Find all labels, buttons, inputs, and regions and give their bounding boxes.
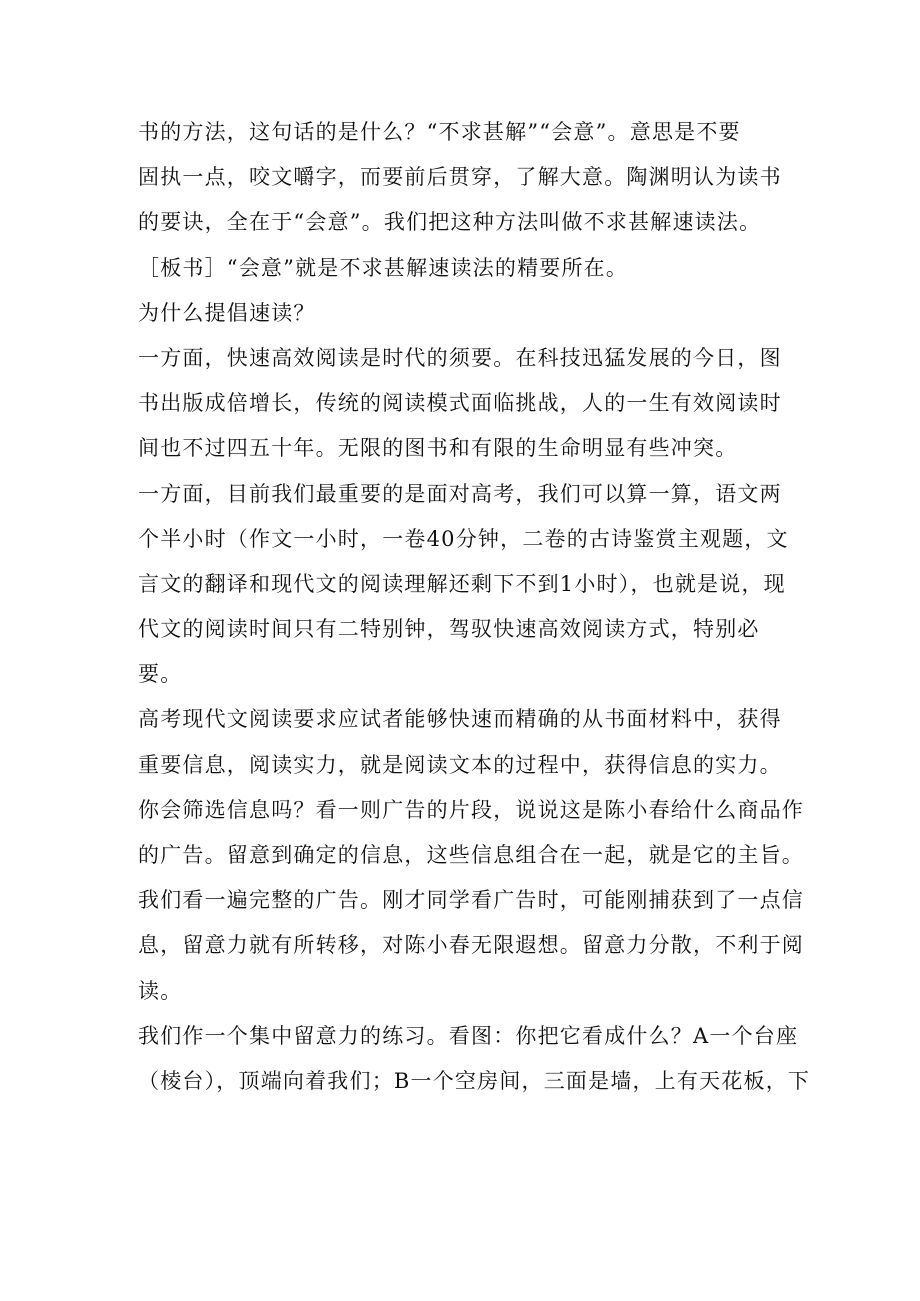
text-line: 息，留意力就有所转移，对陈小春无限遐想。留意力分散，不利于阅 — [138, 933, 804, 958]
text-line: 你会筛选信息吗？看一则广告的片段，说说这是陈小春给什么商品作 — [138, 797, 804, 822]
text-line: 言文的翻译和现代文的阅读理解还剩下不到1小时），也就是说，现 — [138, 571, 786, 596]
text-line: 书出版成倍增长，传统的阅读模式面临挑战，人的一生有效阅读时 — [138, 391, 782, 416]
text-line: 书的方法，这句话的是什么？“不求甚解”“会意”。意思是不要 — [138, 120, 741, 144]
text-line: 读。 — [138, 978, 183, 1003]
text-line: 我们作一个集中留意力的练习。看图：你把它看成什么？A一个台座 — [138, 1023, 799, 1048]
text-line: 要。 — [138, 662, 183, 687]
text-line: 一方面，目前我们最重要的是面对高考，我们可以算一算，语文两 — [138, 481, 782, 506]
document-body — [138, 110, 811, 1104]
text-line: 我们看一遍完整的广告。刚才同学看广告时，可能刚捕获到了一点信 — [138, 888, 804, 913]
text-line: ［板书］“会意”就是不求甚解速读法的精要所在。 — [138, 255, 629, 280]
text-line: 间也不过四五十年。无限的图书和有限的生命明显有些冲突。 — [138, 436, 738, 461]
text-line: 重要信息，阅读实力，就是阅读文本的过程中，获得信息的实力。 — [138, 752, 782, 777]
text-line: 代文的阅读时间只有二特别钟，驾驭快速高效阅读方式，特别必 — [138, 617, 760, 642]
text-line: 的要诀，全在于“会意”。我们把这种方法叫做不求甚解速读法。 — [138, 210, 762, 235]
text-line: 为什么提倡速读？ — [138, 300, 316, 325]
text-line: （棱台），顶端向着我们；B一个空房间，三面是墙，上有天花板，下 — [138, 1068, 811, 1093]
text-line: 高考现代文阅读要求应试者能够快速而精确的从书面材料中，获得 — [138, 707, 782, 732]
text-line: 的广告。留意到确定的信息，这些信息组合在一起，就是它的主旨。 — [138, 843, 804, 867]
text-line: 个半小时（作文一小时，一卷40分钟，二卷的古诗鉴赏主观题，文 — [138, 526, 789, 551]
text-line: 一方面，快速高效阅读是时代的须要。在科技迅猛发展的今日，图 — [138, 345, 782, 370]
text-line: 固执一点，咬文嚼字，而要前后贯穿，了解大意。陶渊明认为读书 — [138, 165, 782, 190]
